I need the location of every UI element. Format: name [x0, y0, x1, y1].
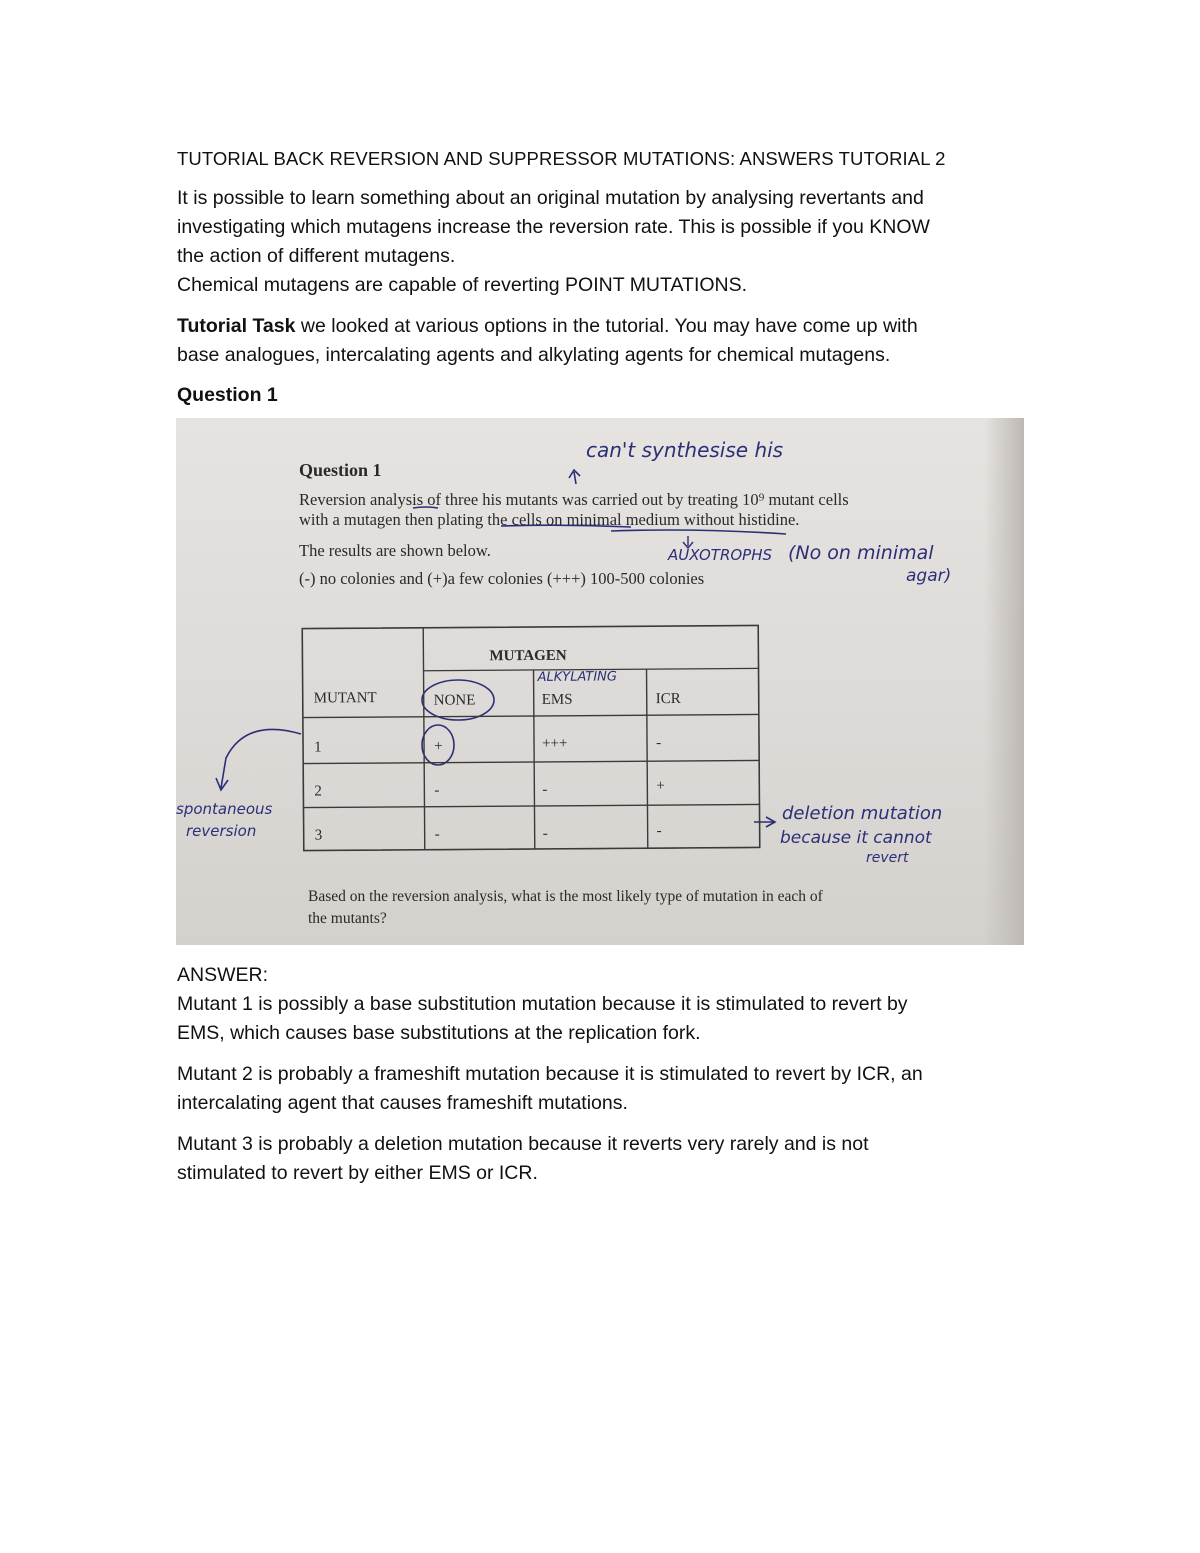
- photo-footer-line: Based on the reversion analysis, what is the most likely type of mutation in each of: [308, 888, 823, 905]
- intro-line: It is possible to learn something about an original mutation by analysing revertants and: [177, 187, 924, 209]
- table-cell: -: [434, 782, 440, 799]
- answer-line: intercalating agent that causes frameshift mutations.: [177, 1092, 628, 1114]
- table-cell: +: [656, 778, 665, 795]
- results-table: [301, 624, 761, 851]
- answer-mutant-3: [177, 1130, 1037, 1188]
- photo-text-line: with a mutagen then plating the cells on minimal medium without histidine.: [299, 510, 800, 529]
- mutant-cell: 3: [314, 827, 323, 844]
- question-heading: Question 1: [177, 384, 278, 406]
- answer-line: Mutant 1 is possibly a base substitution mutation because it is stimulated to revert by: [177, 993, 908, 1015]
- handwritten-note: (No on minimal: [788, 542, 934, 564]
- answer-section: [177, 961, 1037, 1200]
- table-cell: -: [542, 781, 548, 798]
- answer-line: Mutant 3 is probably a deletion mutation because it reverts very rarely and is not: [177, 1133, 869, 1155]
- table-cell: -: [542, 825, 548, 842]
- intro-paragraph: [177, 184, 1037, 300]
- table-cell: +++: [541, 735, 568, 752]
- table-cell: -: [655, 735, 662, 752]
- handwritten-note: reversion: [186, 822, 257, 840]
- photo-text-line: (-) no colonies and (+)a few colonies (+++) 100-500 colonies: [299, 569, 705, 588]
- answer-mutant-2: [177, 1060, 1037, 1118]
- handwritten-note: spontaneous: [176, 800, 273, 818]
- photo-text-line: Reversion analysis of three his mutants was carried out by treating 10⁹ mutant cells: [299, 490, 849, 509]
- handwritten-note: because it cannot: [780, 828, 932, 848]
- intro-line: investigating which mutagens increase the reversion rate. This is possible if you KNOW: [177, 216, 930, 238]
- handwritten-note: AUXOTROPHS: [668, 546, 773, 564]
- table-cell: -: [434, 826, 440, 843]
- handwritten-note: agar): [906, 566, 952, 586]
- col-header-ems: EMS: [541, 691, 573, 708]
- col-header-none: NONE: [433, 692, 476, 709]
- mutagen-header: MUTAGEN: [489, 647, 567, 665]
- handwritten-note: deletion mutation: [782, 803, 943, 824]
- handwritten-note: revert: [866, 850, 909, 866]
- handwritten-note: can't synthesise his: [586, 438, 784, 462]
- answer-line: Mutant 2 is probably a frameshift mutation because it is stimulated to revert by ICR, an: [177, 1063, 923, 1085]
- task-line: [177, 312, 1037, 341]
- table-cell: -: [656, 823, 662, 840]
- document-title: TUTORIAL BACK REVERSION AND SUPPRESSOR MUTATIONS: ANSWERS TUTORIAL 2: [177, 148, 946, 169]
- photo-text-line: The results are shown below.: [299, 541, 491, 560]
- photo-footer-line: the mutants?: [308, 910, 387, 927]
- answer-line: EMS, which causes base substitutions at the replication fork.: [177, 1022, 701, 1044]
- answer-label: ANSWER:: [177, 964, 269, 986]
- intro-line: Chemical mutagens are capable of reverting POINT MUTATIONS.: [177, 274, 748, 296]
- task-paragraph: [177, 312, 1037, 370]
- handwritten-note: ALKYLATING: [537, 669, 618, 685]
- answer-line: stimulated to revert by either EMS or ICR.: [177, 1162, 538, 1184]
- mutant-header: MUTANT: [313, 690, 377, 707]
- task-label: Tutorial Task: [177, 315, 296, 337]
- task-text: we looked at various options in the tutorial. You may have come up with: [295, 315, 918, 337]
- table-cell: +: [434, 738, 443, 755]
- answer-mutant-1: [177, 990, 1037, 1048]
- task-line: base analogues, intercalating agents and alkylating agents for chemical mutagens.: [177, 344, 891, 366]
- question-photo: [176, 418, 1024, 945]
- mutant-cell: 1: [314, 739, 322, 756]
- mutant-cell: 2: [314, 783, 322, 800]
- intro-line: the action of different mutagens.: [177, 245, 456, 267]
- photo-question-title: Question 1: [299, 460, 382, 480]
- col-header-icr: ICR: [655, 690, 681, 708]
